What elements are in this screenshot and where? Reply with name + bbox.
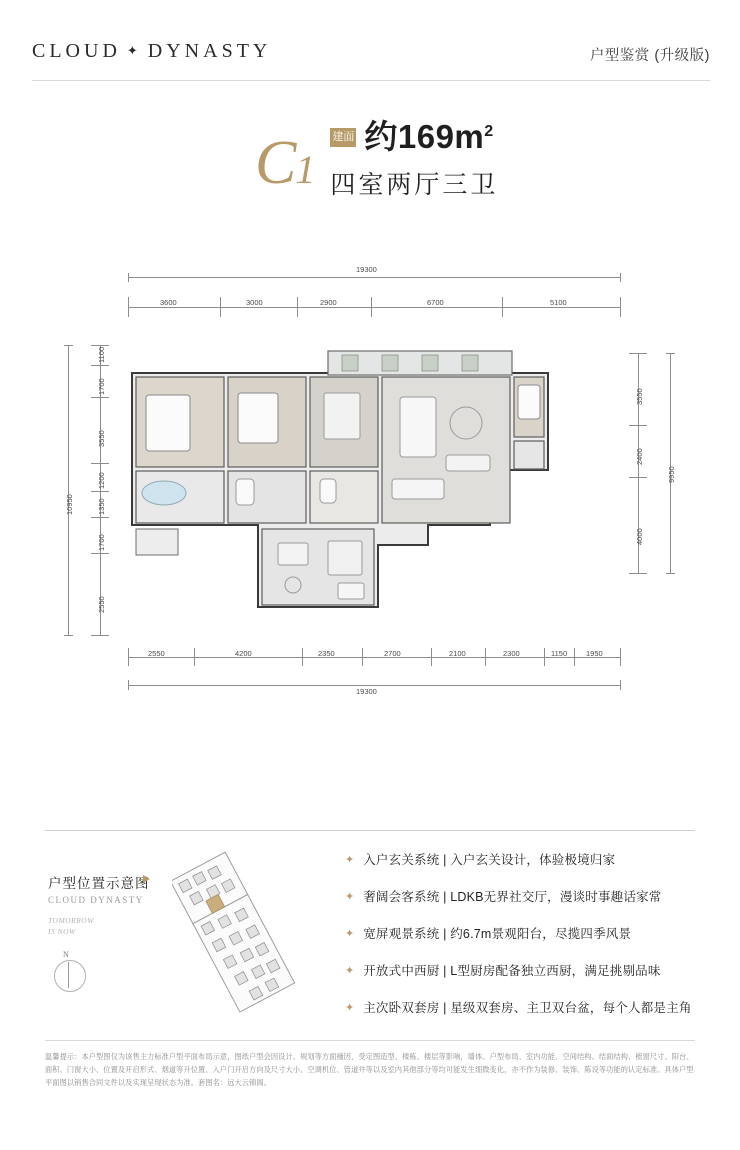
location-title: 户型位置示意图 <box>48 876 150 891</box>
disclaimer-text: 温馨提示：本户型图仅为该售主力标准户型平面布局示意，图纸户型会因设计、规划等方面撞因，受定图造型、楼栋、楼层等影响，墙体、户型布局、室内功能、空间结构、结面结构、梳窗尺寸、阳台、面积、门窗大小、位置及开启形式、烟道等升位置、入户门开启方向及尺寸大小、空调机位、管道井等以及室内其他部分等均可能发生细微变化，亦不作为装修、装饰、陈设等功能的认定标准。具体户型平面图以销售合同文件以及实现呈现状态为准。套图名：远大云锦阁。 <box>45 1052 694 1087</box>
dim-right-total: 9950 <box>667 466 676 483</box>
dim-top-seg-1: 3000 <box>246 298 263 307</box>
dim-right-seg-0: 3550 <box>635 388 644 405</box>
dim-right-seg-1: 2400 <box>635 448 644 465</box>
dim-left-seg-5: 1700 <box>97 534 106 551</box>
dim-tick <box>485 648 486 666</box>
list-item <box>345 1000 695 1016</box>
dim-right-total-line <box>670 353 671 573</box>
list-item <box>345 926 695 942</box>
feature-list <box>345 852 695 1037</box>
dim-tick <box>362 648 363 666</box>
dim-tick <box>544 648 545 666</box>
dim-tick <box>194 648 195 666</box>
slogan-line-2: IS NOW <box>48 927 76 936</box>
dim-bottom-seg-6: 1150 <box>551 649 568 658</box>
dim-tick <box>220 297 221 317</box>
location-brand-en: CLOUD DYNASTY <box>48 895 144 905</box>
page-header <box>0 0 740 86</box>
dim-tick <box>620 648 621 666</box>
bottom-divider <box>45 830 695 831</box>
feature-text: 奢阔会客系统 | LDKB无界社交厅，漫谈时事趣话家常 <box>363 890 662 904</box>
unit-code <box>255 120 315 197</box>
dim-tick <box>128 648 129 666</box>
header-label: 户型鉴赏 (升级版) <box>589 48 710 64</box>
dim-left-seg-3: 1200 <box>97 472 106 489</box>
dim-tick <box>128 297 129 317</box>
feature-text: 入户玄关系统 | 入户玄关设计，体验极境归家 <box>363 853 616 867</box>
location-slogan <box>48 915 94 937</box>
list-item <box>345 963 695 979</box>
brand-text-1: CLOUD <box>32 40 121 62</box>
dim-top-seg-4: 5100 <box>550 298 567 307</box>
compass-needle-icon <box>68 962 69 988</box>
dim-bottom-seg-5: 2300 <box>503 649 520 658</box>
list-item <box>345 852 695 868</box>
area-unit: 2 <box>484 123 494 140</box>
dim-top-total-line <box>128 277 620 278</box>
dim-left-seg-1: 1700 <box>97 378 106 395</box>
dim-right-seg-2: 4000 <box>635 528 644 545</box>
dim-tick <box>574 648 575 666</box>
dim-tick <box>91 345 109 346</box>
dim-bottom-seg-7: 1950 <box>586 649 603 658</box>
dim-bottom-seg-2: 2350 <box>318 649 335 658</box>
list-item <box>345 889 695 905</box>
star-icon: ✦ <box>345 891 355 903</box>
compass <box>50 952 90 992</box>
dim-tick <box>371 297 372 317</box>
unit-code-letter: C <box>255 129 296 197</box>
disclaimer-divider <box>45 1040 695 1041</box>
dim-left-seg-6: 2550 <box>97 596 106 613</box>
dim-tick <box>620 297 621 317</box>
dim-tick <box>91 463 109 464</box>
header-divider <box>32 80 710 81</box>
dim-top-seg-2: 2900 <box>320 298 337 307</box>
location-arrow-icon <box>143 875 150 883</box>
dim-tick <box>64 635 73 636</box>
feature-text: 主次卧双套房 | 星级双套房、主卫双台盆，每个人都是主角 <box>363 1001 692 1015</box>
dim-tick <box>629 425 647 426</box>
dim-bottom-seg-4: 2100 <box>449 649 466 658</box>
dim-tick <box>666 353 675 354</box>
dim-left-seg-2: 3550 <box>97 430 106 447</box>
star-icon: ✦ <box>345 965 355 977</box>
dim-tick <box>431 648 432 666</box>
dim-bottom-seg-line <box>128 657 620 658</box>
floor-plan-drawing <box>128 345 620 635</box>
dim-left-total-line <box>68 345 69 635</box>
dim-tick <box>91 397 109 398</box>
dim-tick <box>629 353 647 354</box>
dim-top-seg-3: 6700 <box>427 298 444 307</box>
dim-tick <box>91 635 109 636</box>
star-icon: ✦ <box>345 1002 355 1014</box>
dim-tick <box>91 517 109 518</box>
dim-tick <box>64 345 73 346</box>
feature-text: 开放式中西厨 | L型厨房配备独立西厨，满足挑剔品味 <box>363 964 661 978</box>
star-icon: ✦ <box>345 854 355 866</box>
unit-code-number: 1 <box>295 147 315 192</box>
dim-tick <box>91 491 109 492</box>
dim-left-seg-0: 1100 <box>97 346 106 363</box>
dim-tick <box>629 573 647 574</box>
dim-left-seg-4: 1350 <box>97 498 106 515</box>
dim-tick <box>128 680 129 690</box>
dim-top-seg-line <box>128 307 620 308</box>
dim-left-total: 10950 <box>65 494 74 515</box>
dim-tick <box>620 680 621 690</box>
compass-circle-icon <box>54 960 86 992</box>
dim-tick <box>666 573 675 574</box>
brand-diamond-icon: ✦ <box>126 43 142 58</box>
dim-tick <box>502 297 503 317</box>
compass-north-label: N <box>63 950 69 959</box>
dim-tick <box>91 553 109 554</box>
dim-tick <box>297 297 298 317</box>
dim-bottom-total: 19300 <box>356 687 377 696</box>
brand-logo <box>32 40 271 63</box>
dim-tick <box>91 365 109 366</box>
dim-bottom-seg-0: 2550 <box>148 649 165 658</box>
feature-text: 宽屏观景系统 | 约6.7m景观阳台，尽揽四季风景 <box>363 927 632 941</box>
area-number: 约169m <box>364 118 485 155</box>
dim-bottom-total-line <box>128 685 620 686</box>
site-map-diagram <box>172 850 302 1015</box>
slogan-line-1: TOMORROW <box>48 916 94 925</box>
dim-tick <box>302 648 303 666</box>
area-type-tag: 建面 <box>330 128 356 147</box>
dim-tick <box>620 273 621 282</box>
dim-top-seg-0: 3600 <box>160 298 177 307</box>
room-config: 四室两厅三卫 <box>330 171 499 199</box>
brand-text-2: DYNASTY <box>147 40 272 62</box>
area-value <box>364 120 493 153</box>
dim-bottom-seg-1: 4200 <box>235 649 252 658</box>
dim-bottom-seg-3: 2700 <box>384 649 401 658</box>
dim-top-total: 19300 <box>356 265 377 274</box>
unit-title-block <box>0 120 740 230</box>
dim-tick <box>128 273 129 282</box>
floor-plan <box>60 265 680 710</box>
dim-tick <box>629 477 647 478</box>
star-icon: ✦ <box>345 928 355 940</box>
